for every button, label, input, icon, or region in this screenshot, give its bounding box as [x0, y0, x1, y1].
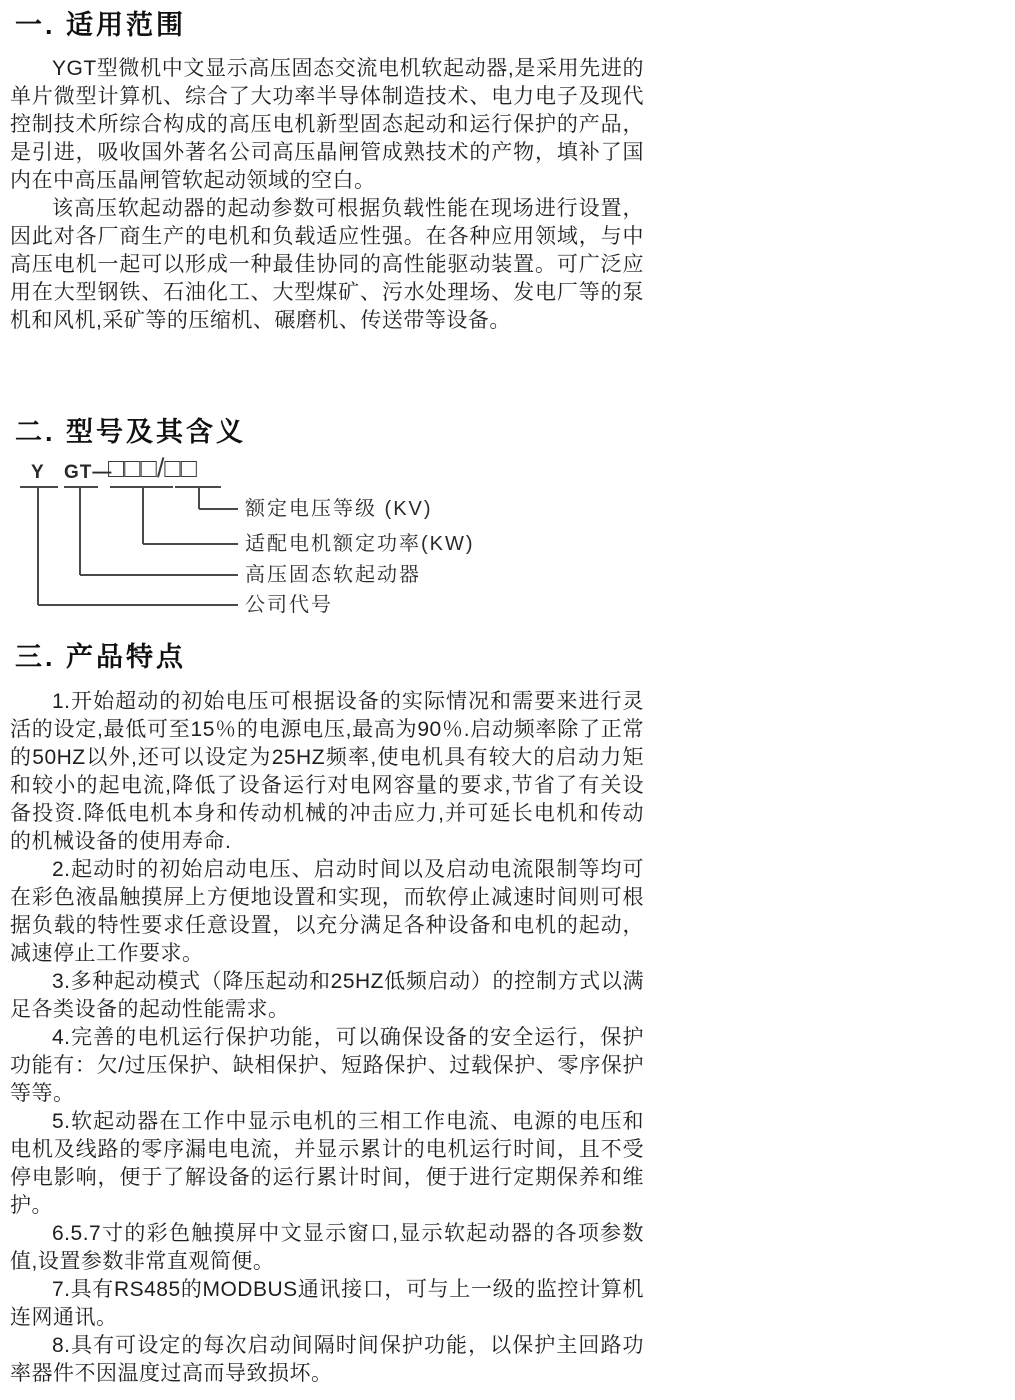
feature-item-3: 3.多种起动模式（降压起动和25HZ低频启动）的控制方式以满足各类设备的起动性能需求。	[10, 970, 644, 1021]
feature-item-4: 4.完善的电机运行保护功能，可以确保设备的安全运行，保护功能有：欠/过压保护、缺相保护、短路保护、过载保护、零序保护等等。	[10, 1026, 644, 1105]
model-label-soft-starter: 高压固态软起动器	[245, 564, 421, 586]
model-label-company-code: 公司代号	[245, 594, 333, 616]
section2-heading: 二. 型号及其含义	[15, 417, 247, 447]
document-content	[10, 8, 644, 1388]
section3-heading: 三. 产品特点	[15, 642, 187, 672]
section1-paragraph-2: 该高压软起动器的起动参数可根据负载性能在现场进行设置，因此对各厂商生产的电机和负载适应性强。在各种应用领域，与中高压电机一起可以形成一种最佳协同的高性能驱动装置。可广泛应用在大型钢铁、石油化工、大型煤矿、污水处理场、发电厂等的泵机和风机,采矿等的压缩机、碾磨机、传送带等设备。	[10, 197, 644, 332]
model-label-rated-voltage: 额定电压等级 (KV)	[245, 498, 433, 520]
model-code-diagram	[10, 453, 644, 640]
feature-item-2: 2.起动时的初始启动电压、启动时间以及启动电流限制等均可在彩色液晶触摸屏上方便地设置和实现，而软停止减速时间则可根据负载的特性要求任意设置，以充分满足各种设备和电机的起动，减速停止工作要求。	[10, 858, 644, 965]
feature-item-6: 6.5.7寸的彩色触摸屏中文显示窗口,显示软起动器的各项参数值,设置参数非常直观简便。	[10, 1222, 644, 1273]
feature-item-1: 1.开始超动的初始电压可根据设备的实际情况和需要来进行灵活的设定,最低可至15％的电源电压,最高为90％.启动频率除了正常的50HZ以外,还可以设定为25HZ频率,使电机具有较大的启动力矩和较小的起电流,降低了设备运行对电网容量的要求,节省了有关设备投资.降低电机本身和传动机械的冲击应力,并可延长电机和传动的机械设备的使用寿命.	[10, 690, 644, 853]
model-digit-boxes: □□□/□□	[108, 453, 198, 483]
feature-item-7: 7.具有RS485的MODBUS通讯接口，可与上一级的监控计算机连网通讯。	[10, 1278, 644, 1329]
section1-paragraph-1: YGT型微机中文显示高压固态交流电机软起动器,是采用先进的单片微型计算机、综合了大功率半导体制造技术、电力电子及现代控制技术所综合构成的高压电机新型固态起动和运行保护的产品，是引进，吸收国外著名公司高压晶闸管成熟技术的产物，填补了国内在中高压晶闸管软起动领域的空白。	[10, 57, 644, 192]
feature-item-5: 5.软起动器在工作中显示电机的三相工作电流、电源的电压和电机及线路的零序漏电电流，并显示累计的电机运行时间，且不受停电影响，便于了解设备的运行累计时间，便于进行定期保养和维护。	[10, 1110, 644, 1217]
model-label-rated-power: 适配电机额定功率(KW)	[245, 533, 475, 555]
section1-heading: 一. 适用范围	[15, 10, 187, 40]
feature-item-8: 8.具有可设定的每次启动间隔时间保护功能，以保护主回路功率器件不因温度过高而导致损坏。	[10, 1334, 644, 1385]
model-type-code: GT—	[64, 462, 113, 483]
model-company-code: Y	[31, 462, 45, 483]
feature-list	[10, 688, 644, 1388]
